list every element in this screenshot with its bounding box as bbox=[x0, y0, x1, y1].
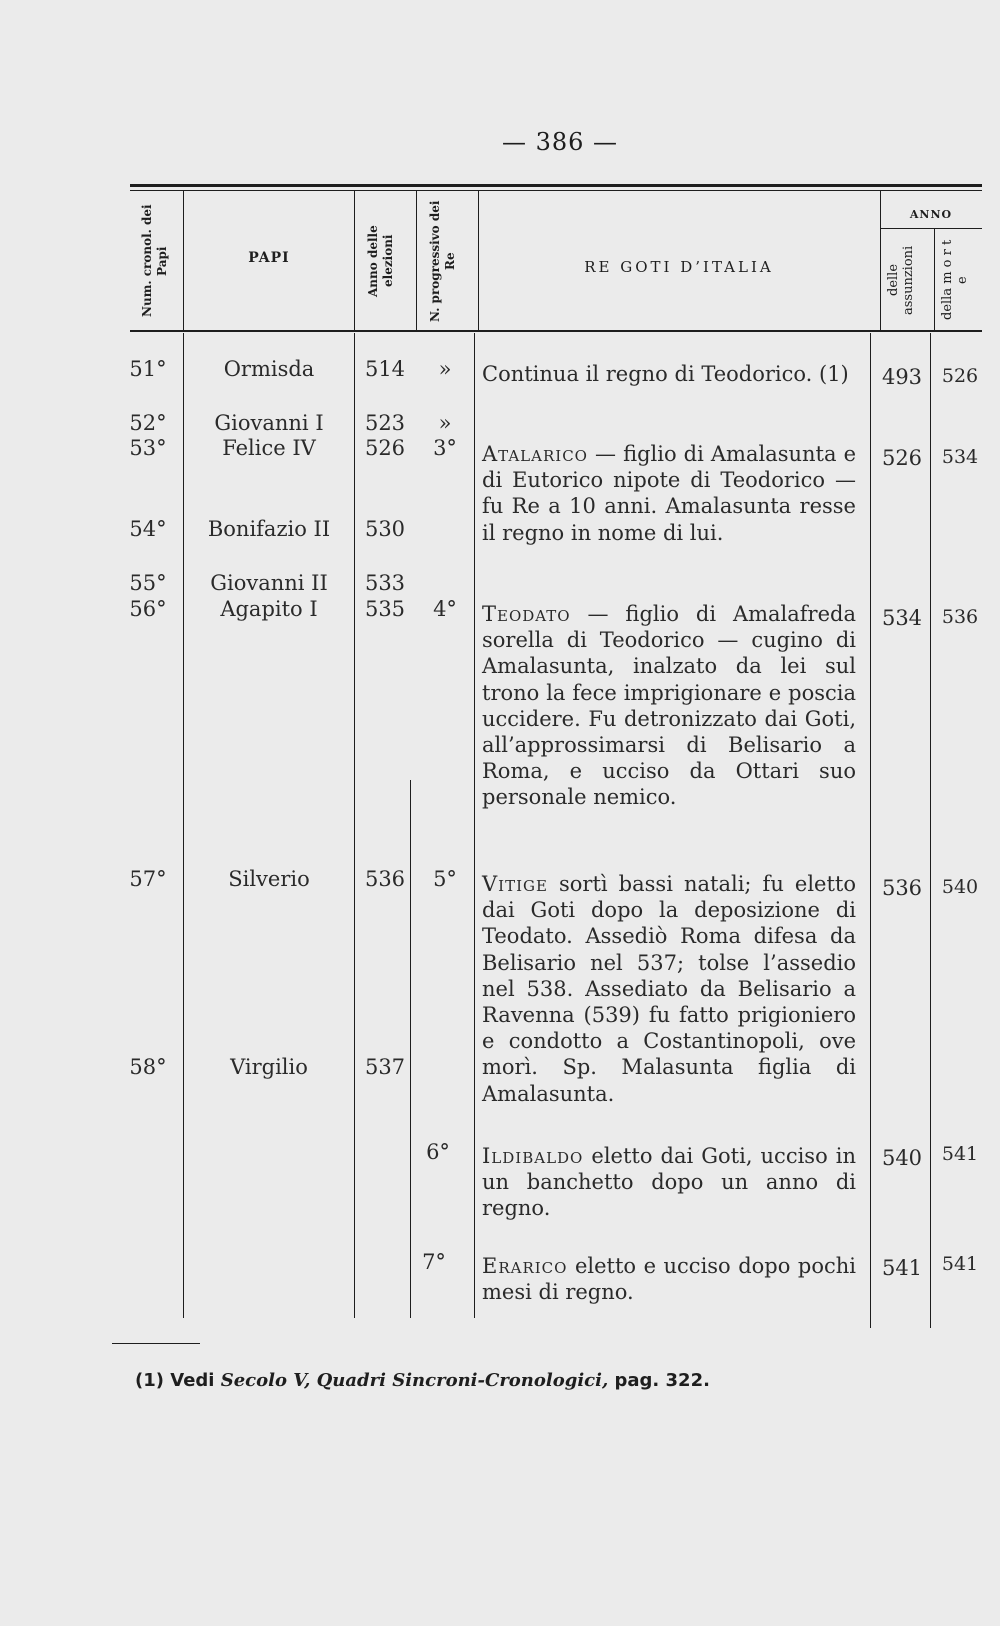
header-popes: PAPI bbox=[248, 250, 290, 266]
header-num: Num. cronol. dei Papi bbox=[140, 204, 169, 318]
body-vline-3 bbox=[410, 780, 411, 1318]
header-year: Anno delle elezioni bbox=[366, 225, 395, 297]
king-entry bbox=[482, 441, 856, 546]
king-name: Atalarico bbox=[482, 442, 588, 466]
pope-name: Giovanni II bbox=[210, 571, 328, 595]
header-anno: ANNO bbox=[909, 208, 953, 221]
king-entry bbox=[482, 1253, 856, 1305]
body-vline-5 bbox=[870, 333, 871, 1328]
pope-num: 57° bbox=[129, 867, 167, 891]
king-assunzione: 536 bbox=[881, 876, 923, 900]
king-prog: 6° bbox=[426, 1140, 450, 1164]
body-vline-2 bbox=[354, 333, 355, 1318]
header-assunzioni: delle assunzioni bbox=[886, 245, 916, 315]
pope-year: 530 bbox=[364, 517, 406, 541]
king-text: eletto e ucciso dopo pochi mesi di regno. bbox=[482, 1254, 856, 1305]
king-text: Continua il regno di Teodorico. (1) bbox=[482, 362, 849, 386]
king-morte: 534 bbox=[941, 446, 979, 468]
king-prog: 5° bbox=[433, 867, 457, 891]
pope-num: 53° bbox=[129, 436, 167, 460]
body-vline-1 bbox=[183, 333, 184, 1318]
anno-rule bbox=[880, 228, 982, 229]
king-text: — figlio di Amalafreda sorella di Teodorico — cugino di Amalasunta, inalzato da lei sul trono la fece imprigionare e poscia uccidere. Fu detronizzato dai Goti, all’approssimarsi di Belisario a Roma, e ucciso da Ottari suo personale nemico. bbox=[482, 602, 856, 810]
hdr-vline-6 bbox=[934, 228, 935, 330]
king-prog: 4° bbox=[433, 597, 457, 621]
hdr-vline-2 bbox=[354, 190, 355, 330]
footnote-title: Secolo V, Quadri Sincroni-Cronologici, bbox=[220, 1370, 609, 1391]
pope-year: 514 bbox=[364, 357, 406, 381]
top-rule-thick bbox=[130, 184, 982, 187]
footnote-prefix: (1) Vedi bbox=[135, 1370, 221, 1391]
pope-name: Felice IV bbox=[222, 436, 316, 460]
king-name: Ildibaldo bbox=[482, 1144, 584, 1168]
king-assunzione: 526 bbox=[881, 446, 923, 470]
king-assunzione: 534 bbox=[881, 606, 923, 630]
body-vline-4 bbox=[474, 333, 475, 1318]
hdr-vline-3 bbox=[416, 190, 417, 330]
pope-year: 523 bbox=[364, 411, 406, 435]
king-entry bbox=[482, 871, 856, 1107]
king-name: Erarico bbox=[482, 1254, 568, 1278]
king-assunzione: 493 bbox=[881, 365, 923, 389]
king-morte: 526 bbox=[941, 365, 979, 387]
page-number: — 386 — bbox=[501, 128, 619, 156]
pope-name: Ormisda bbox=[223, 357, 315, 381]
king-entry bbox=[482, 1143, 856, 1222]
header-kings: RE GOTI D’ITALIA bbox=[584, 258, 774, 276]
king-text: — figlio di Amalasunta e di Eutorico nipote di Teodorico — fu Re a 10 anni. Amalasunta resse il regno in nome di lui. bbox=[482, 442, 856, 545]
pope-num: 58° bbox=[129, 1055, 167, 1079]
king-name: Vitige bbox=[482, 872, 548, 896]
pope-year: 533 bbox=[364, 571, 406, 595]
king-prog: 7° bbox=[422, 1250, 446, 1274]
pope-name: Giovanni I bbox=[214, 411, 324, 435]
pope-name: Silverio bbox=[228, 867, 310, 891]
king-morte: 540 bbox=[941, 876, 979, 898]
king-morte: 541 bbox=[941, 1143, 979, 1165]
king-morte: 541 bbox=[941, 1253, 979, 1275]
header-prog: N. progressivo dei Re bbox=[428, 200, 457, 322]
king-entry bbox=[482, 361, 854, 387]
pope-num: 54° bbox=[129, 517, 167, 541]
king-text: sortì bassi natali; fu eletto dai Goti dopo la deposizione di Teodato. Assediò Roma difesa da Belisario nel 537; tolse l’assedio nel 538. Assediato da Belisario a Ravenna (539) fu fatto prigioniero e condotto a Costantinopoli, ove morì. Sp. Malasunta figlia di Amalasunta. bbox=[482, 872, 856, 1106]
pope-year: 537 bbox=[364, 1055, 406, 1079]
king-prog: » bbox=[438, 411, 452, 435]
top-rule-thin bbox=[130, 190, 982, 191]
pope-num: 55° bbox=[129, 571, 167, 595]
king-name: Teodato bbox=[482, 602, 571, 626]
footnote-rule bbox=[112, 1343, 200, 1344]
pope-num: 52° bbox=[129, 411, 167, 435]
king-morte: 536 bbox=[941, 606, 979, 628]
pope-name: Agapito I bbox=[220, 597, 318, 621]
header-morte: della m o r t e bbox=[940, 239, 970, 321]
pope-name: Bonifazio II bbox=[207, 517, 331, 541]
king-assunzione: 540 bbox=[881, 1146, 923, 1170]
body-vline-6 bbox=[930, 333, 931, 1328]
pope-num: 51° bbox=[129, 357, 167, 381]
header-bottom-rule bbox=[130, 330, 982, 332]
king-prog: 3° bbox=[433, 436, 457, 460]
pope-num: 56° bbox=[129, 597, 167, 621]
pope-year: 526 bbox=[364, 436, 406, 460]
king-prog: » bbox=[438, 357, 452, 381]
pope-name: Virgilio bbox=[230, 1055, 308, 1079]
footnote-suffix: pag. 322. bbox=[608, 1370, 710, 1391]
pope-year: 536 bbox=[364, 867, 406, 891]
king-assunzione: 541 bbox=[881, 1256, 923, 1280]
footnote bbox=[135, 1370, 710, 1391]
king-entry bbox=[482, 601, 856, 811]
king-text: eletto dai Goti, ucciso in un banchetto dopo un anno di regno. bbox=[482, 1144, 856, 1221]
pope-year: 535 bbox=[364, 597, 406, 621]
